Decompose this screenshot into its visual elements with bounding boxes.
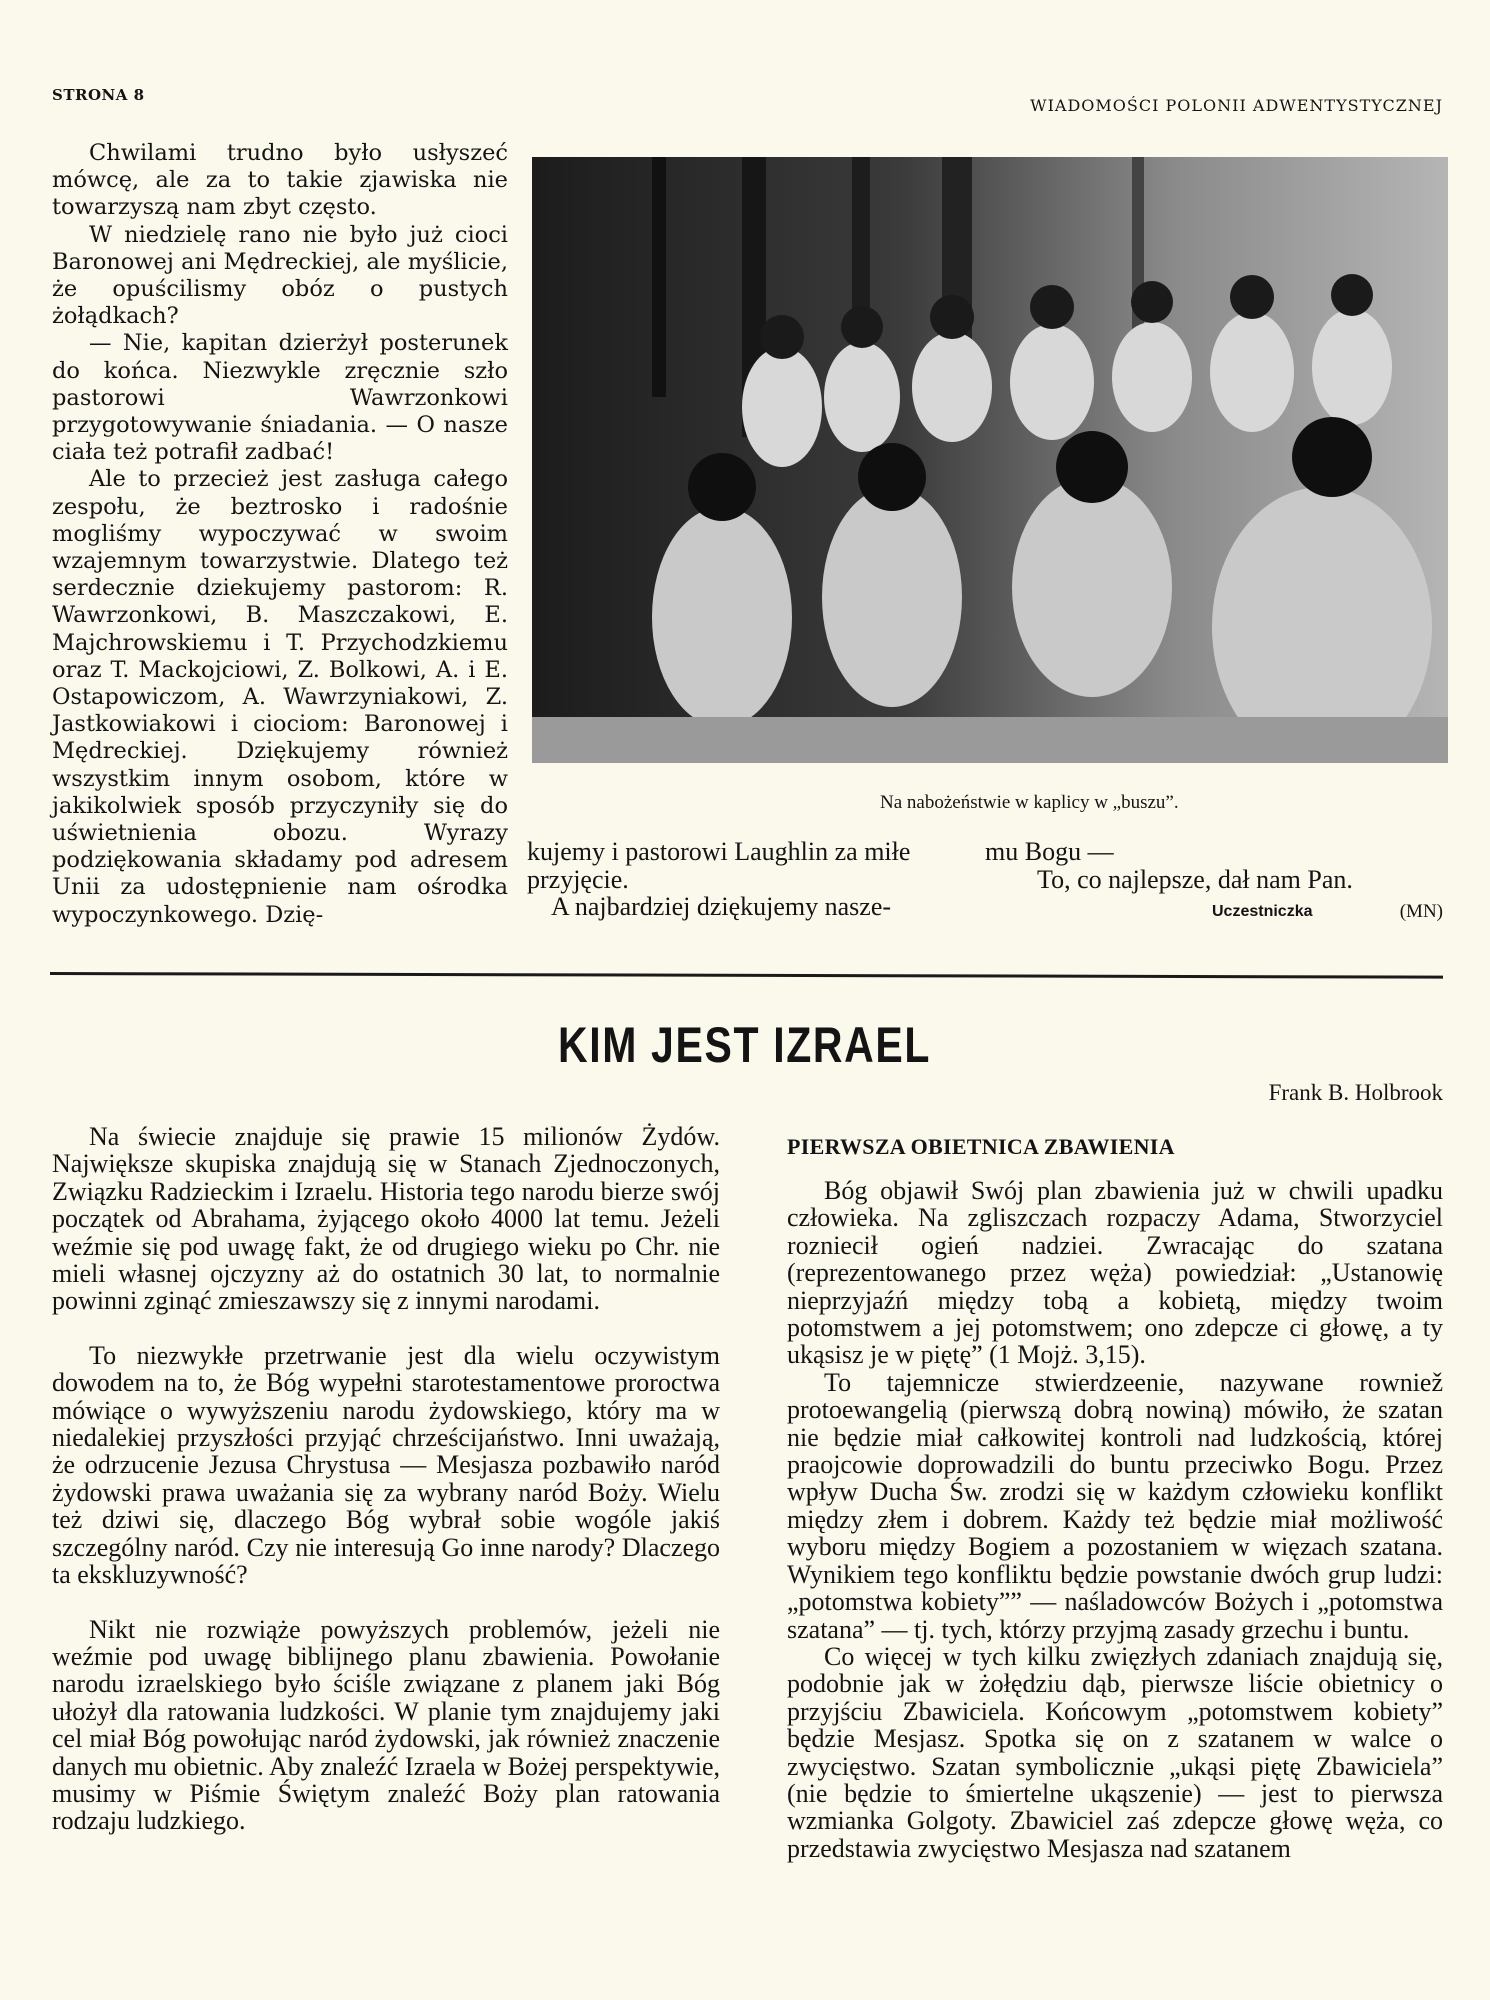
article-title-wrap bbox=[0, 1016, 1490, 1074]
paragraph: W niedzielę rano nie było już cioci Baronowej ani Mędreckiej, ale myślicie, że opuścilismy obóz o pustych żołądkach? bbox=[52, 221, 508, 330]
paragraph: — Nie, kapitan dzierżył posterunek do końca. Niezwykle zręcznie szło pastorowi Wawrzonkowi przygotowywanie śniadania. — O nasze ciała też potrafił zadbać! bbox=[52, 330, 508, 466]
text-line: A najbardziej dziękujemy nasze- bbox=[551, 892, 892, 921]
article-column-right bbox=[787, 1177, 1443, 1862]
article-column-left bbox=[52, 1123, 720, 1835]
paragraph: Ale to przecież jest zasługa całego zespołu, że beztrosko i radośnie mogliśmy wypoczywać w swoim wzajemnym towarzystwie. Dlatego też serdecznie dziekujemy pastorom: R. Wawrzonkowi, B. Maszczakowi, E. Majchrowskiemu i T. Przychodzkiemu oraz T. Mackojciowi, Z. Bolkowi, A. i E. Ostapowiczom, A. Wawrzyniakowi, Z. Jastkowiakowi i ciociom: Baronowej i Mędreckiej. Dziękujemy również wszystkim innym osobom, które w jakikolwiek sposób przyczyniły się do uświetnienia obozu. Wyrazy podziękowania składamy pod adresem Unii za udostępnienie nam ośrodka wypoczynkowego. Dzię- bbox=[52, 466, 508, 928]
paragraph: To niezwykłe przetrwanie jest dla wielu oczywistym dowodem na to, że Bóg wypełni starotestamentowe proroctwa mówiące o wywyższeniu narodu żydowskiego, który ma w niedalekiej przyszłości przyjąć chrześcijaństwo. Inni uważają, że odrzucenie Jezusa Chrystusa — Mesjasza pozbawiło naród żydowski prawa uważania się za wybrany naród Boży. Wielu też dziwi się, dlaczego Bóg wybrał sobie wogóle jakiś szczególny naród. Czy nie interesują Go inne narody? Dlaczego ta ekskluzywność? bbox=[52, 1340, 720, 1590]
section-divider bbox=[50, 972, 1443, 979]
publication-name: WIADOMOŚCI POLONII ADWENTYSTYCZNEJ bbox=[1030, 96, 1443, 115]
article-author: Frank B. Holbrook bbox=[1268, 1080, 1443, 1105]
section-heading: PIERWSZA OBIETNICA ZBAWIENIA bbox=[787, 1134, 1175, 1159]
page-number: STRONA 8 bbox=[52, 86, 145, 104]
camp-report-column bbox=[52, 140, 508, 929]
signature-initials: (MN) bbox=[1399, 901, 1443, 922]
camp-report-ending bbox=[985, 838, 1443, 927]
signature-line bbox=[985, 899, 1443, 927]
paragraph: Co więcej w tych kilku zwięzłych zdaniach znajdują się, podobnie jak w żołędziu dąb, pierwsze liście obietnicy o przyjściu Zbawiciela. Końcowym „potomstwem kobiety” będzie Mesjasz. Spotka się on z szatanem w walce o zwycięstwo. Szatan symbolicznie „ukąsi piętę Zbawiciela” (nie będzie to śmiertelne ukąszenie) — jest to pierwsza wzmianka Golgoty. Zbawiciel zaś zdepcze głowę węża, co przedstawia zwycięstwo Mesjasza nad szatanem bbox=[787, 1641, 1443, 1863]
text-line: kujemy i pastorowi Laughlin za miłe bbox=[527, 837, 911, 866]
text-line: przyjęcie. bbox=[527, 864, 629, 894]
paragraph: Na świecie znajduje się prawie 15 milionów Żydów. Największe skupiska znajdują się w Stanach Zjednoczonych, Związku Radzieckim i Izraelu. Historia tego narodu bierze swój początek od Abrahama, żyjącego około 4000 lat temu. Jeżeli weźmie się pod uwagę fakt, że od drugiego wieku po Chr. nie mieli własnej ojczyzny aż do ostatnich 30 lat, to normalnie powinni zginąć zmieszawszy się z innymi narodami. bbox=[52, 1122, 720, 1316]
camp-report-continuation bbox=[527, 838, 977, 921]
text-line: To, co najlepsze, dał nam Pan. bbox=[1037, 864, 1353, 894]
text-line: mu Bogu — bbox=[985, 837, 1114, 866]
paragraph: Chwilami trudno było usłyszeć mówcę, ale za to takie zjawiska nie towarzyszą nam zbyt często. bbox=[52, 140, 508, 221]
paragraph: Bóg objawił Swój plan zbawienia już w chwili upadku człowieka. Na zgliszczach rozpaczy Adama, Stworzyciel rozniecił ogień nadziei. Zwracając do szatana (reprezentowanego przez węża) powiedział: „Ustanowię nieprzyjaźń między tobą a kobietą, między twoim potomstwem a jej potomstwem; ono zdepcze ci głowę, a ty ukąsisz je w piętę” (1 Mojż. 3,15). bbox=[787, 1176, 1443, 1370]
photo-chapel-service bbox=[532, 157, 1448, 763]
paragraph: Nikt nie rozwiąże powyższych problemów, jeżeli nie weźmie pod uwagę biblijnego planu zbawienia. Powołanie narodu izraelskiego było ściśle związane z planem jaki Bóg ułożył dla ratowania ludzkości. W planie tym znajdujemy jaki cel miał Bóg powołując naród żydowski, jak również znaczenie danych mu obietnic. Aby znaleźć Izraela w Bożej perspektywie, musimy w Piśmie Świętym znaleźć Boży plan ratowania rodzaju ludzkiego. bbox=[52, 1614, 720, 1836]
photo-illustration-icon bbox=[532, 157, 1448, 763]
paragraph: To tajemnicze stwierdzeenie, nazywane rowniež protoewangelią (pierwszą dobrą nowiną) mówiło, że szatan nie będzie miał całkowitej kontroli nad ludzkością, której praojcowie doprowadzili do buntu przeciwko Bogu. Przez wpływ Ducha Św. zrodzi się w każdym człowieku konflikt między złem i dobrem. Każdy też będzie miał możliwość wyboru między Bogiem a pozostaniem w więzach szatana. Wynikiem tego konfliktu będzie powstanie dwóch grup ludzi: „potomstwa kobiety”” — naśladowców Bożych i „potomstwa szatana” — tj. tych, którzy przyjmą zasady grzechu i buntu. bbox=[787, 1367, 1443, 1644]
photo-caption: Na nabożeństwie w kaplicy w „buszu”. bbox=[880, 792, 1179, 813]
signature: Uczestniczka bbox=[1212, 903, 1313, 920]
article-title: KIM JEST IZRAEL bbox=[558, 1017, 932, 1073]
